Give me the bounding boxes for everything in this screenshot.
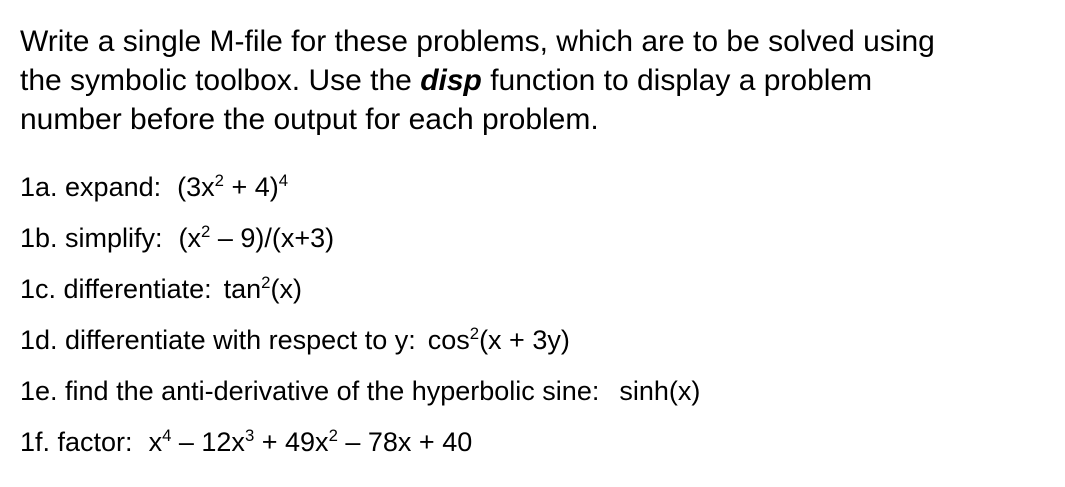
problem-expression: $\tan^2(x)$ [223,272,302,304]
instructions-line-2-start: the symbolic toolbox. Use the [20,64,421,97]
instructions-paragraph [20,22,1050,139]
problem-expression: sinh(x) [619,376,701,406]
problem-label: 1b. simplify: [20,223,163,253]
instructions-line-2-end: function to display a problem [481,64,873,97]
problem-1a [20,168,1050,219]
problem-1e [20,372,1050,423]
problem-label: 1f. factor: [20,427,133,457]
problem-expression: $(x^2 - 9)/(x+3)$ [178,221,335,253]
problem-1b [20,219,1050,270]
problem-label: 1e. find the anti-derivative of the hyperbolic sine: [20,376,600,406]
problem-label: 1c. differentiate: [20,274,212,304]
problem-label: 1a. expand: [20,172,162,202]
problem-expression: $(3x^2 + 4)^4$ [177,170,289,202]
problem-1f [20,423,1050,474]
instructions-line-1: Write a single M-file for these problems, which are to be solved using [20,25,935,58]
instructions-line-2 [20,61,1050,100]
problem-label: 1d. differentiate with respect to y: [20,325,416,355]
instructions-line-3: number before the output for each problem. [20,103,599,136]
problem-list [20,168,1050,474]
problem-expression: $x^4 - 12x^3 + 49x^2 - 78x + 40$ [148,425,473,457]
disp-keyword: disp [420,64,482,97]
problem-1d [20,321,1050,372]
problem-1c [20,270,1050,321]
problem-expression: $\cos^2(x + 3y)$ [427,323,570,355]
